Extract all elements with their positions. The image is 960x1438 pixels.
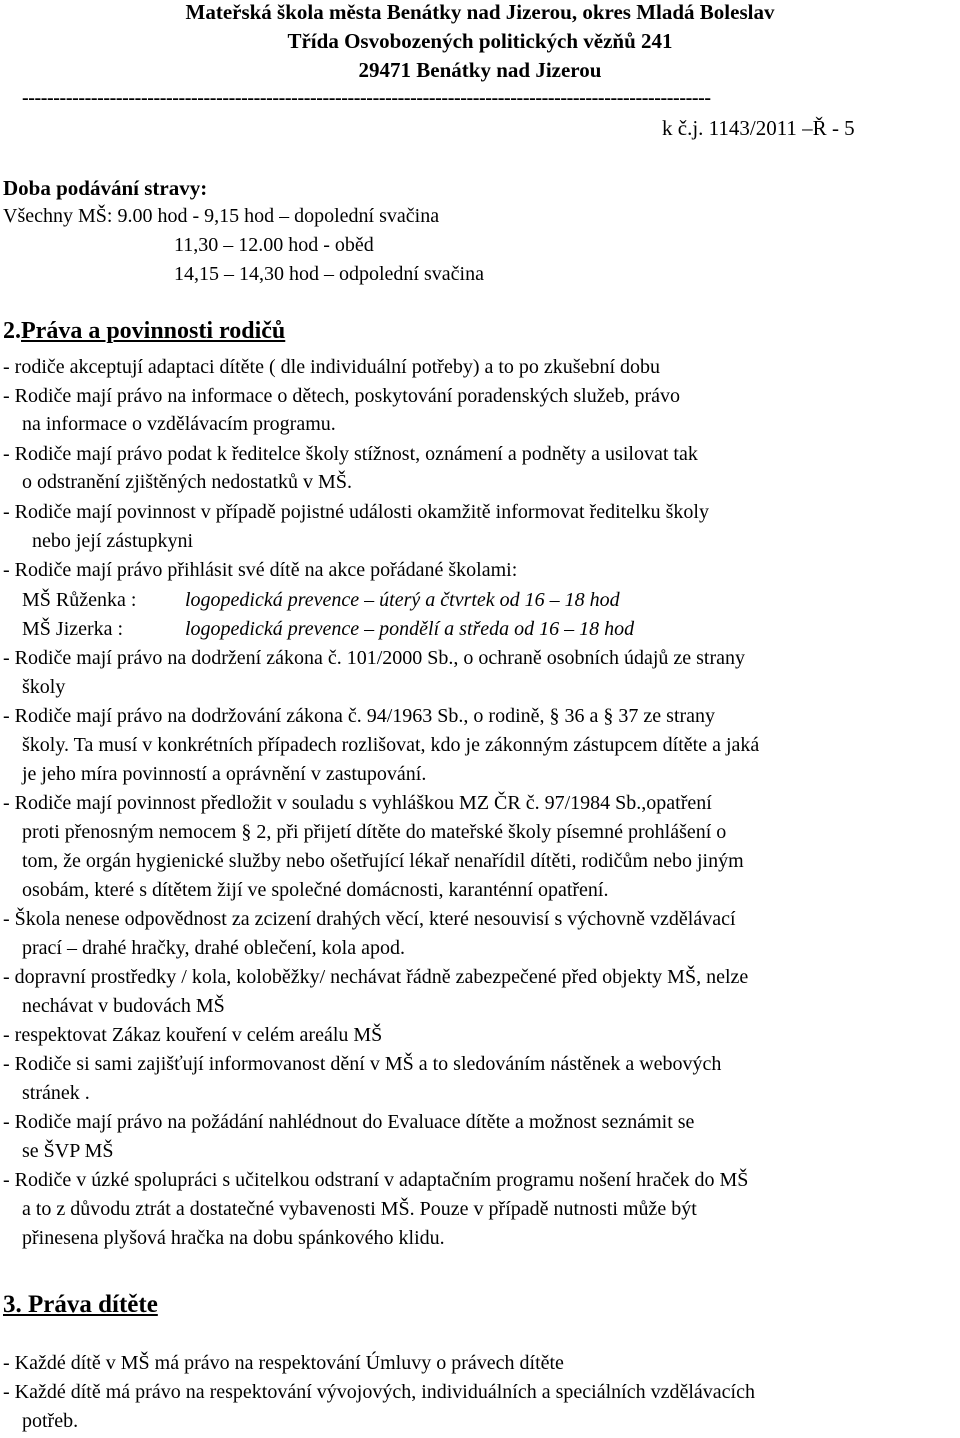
paragraph-line: školy. Ta musí v konkrétních případech rozlišovat, kdo je zákonným zástupcem dítěte a jaká [22,734,760,756]
paragraph-line: osobám, které s dítětem žijí ve společné domácnosti, karanténní opatření. [22,879,609,901]
reference-number: k č.j. 1143/2011 –Ř - 5 [662,116,855,140]
paragraph-line: proti přenosným nemocem § 2, při přijetí dítěte do mateřské školy písemné prohlášení o [22,821,727,843]
school-branch-name: MŠ Růženka : [22,589,137,611]
paragraph-line: - Každé dítě má právo na respektování vývojových, individuálních a speciálních vzdělávacích [3,1381,755,1403]
branch-schedule: logopedická prevence – pondělí a středa od 16 – 18 hod [185,618,635,640]
paragraph-line: potřeb. [22,1410,79,1432]
paragraph-line: prací – drahé hračky, drahé oblečení, kola apod. [22,937,405,959]
section-heading-parents: 2.Práva a povinnosti rodičů [3,318,286,344]
meal-times-row: 14,15 – 14,30 hod – odpolední svačina [174,263,484,285]
meal-times-heading: Doba podávání stravy: [3,176,208,200]
meal-times-row: Všechny MŠ: 9.00 hod - 9,15 hod – dopolední svačina [3,205,440,227]
paragraph-line: - Rodiče mají povinnost předložit v souladu s vyhláškou MZ ČR č. 97/1984 Sb.,opatření [3,792,712,814]
paragraph-line: - Rodiče mají právo na informace o dětech, poskytování poradenských služeb, právo [3,385,681,407]
paragraph-line: - Každé dítě v MŠ má právo na respektování Úmluvy o právech dítěte [3,1352,564,1374]
paragraph-line: - dopravní prostředky / kola, koloběžky/ nechávat řádně zabezpečené před objekty MŠ, nelze [3,966,749,988]
paragraph-line: - Rodiče mají právo na dodržování zákona č. 94/1963 Sb., o rodině, § 36 a § 37 ze strany [3,705,716,727]
paragraph-line: přinesena plyšová hračka na dobu spánkového klidu. [22,1227,445,1249]
paragraph-line: a to z důvodu ztrát a dostatečné vybavenosti MŠ. Pouze v případě nutnosti může být [22,1198,697,1220]
paragraph-line: - respektovat Zákaz kouření v celém areálu MŠ [3,1024,383,1046]
branch-schedule: logopedická prevence – úterý a čtvrtek od 16 – 18 hod [185,589,620,611]
school-street: Třída Osvobozených politických vězňů 241 [287,29,673,53]
school-branch-name: MŠ Jizerka : [22,618,124,640]
paragraph-line: na informace o vzdělávacím programu. [22,413,336,435]
paragraph-line: nechávat v budovách MŠ [22,995,225,1017]
paragraph-line: se ŠVP MŠ [22,1140,114,1162]
paragraph-line: o odstranění zjištěných nedostatků v MŠ. [22,471,352,493]
paragraph-line: - Rodiče mají právo podat k ředitelce školy stížnost, oznámení a podněty a usilovat tak [3,443,698,465]
paragraph-line: je jeho míra povinností a oprávnění v zastupování. [22,763,427,785]
section-heading-child-rights: 3. Práva dítěte [3,1291,158,1318]
section-heading-text: Práva a povinnosti rodičů [21,318,286,344]
paragraph-line: - rodiče akceptují adaptaci dítěte ( dle individuální potřeby) a to po zkušební dobu [3,356,661,378]
school-name: Mateřská škola města Benátky nad Jizerou, okres Mladá Boleslav [185,0,775,24]
paragraph-line: - Škola nenese odpovědnost za zcizení drahých věcí, které nesouvisí s výchovně vzdělávací [3,908,736,930]
header-separator: -------------------------------------------------------------------------------------------------------------- [22,88,711,108]
paragraph-line: školy [22,676,66,698]
school-city: 29471 Benátky nad Jizerou [358,58,602,82]
paragraph-line: stránek . [22,1082,90,1104]
paragraph-line: - Rodiče mají povinnost v případě pojistné události okamžitě informovat ředitelku školy [3,501,709,523]
paragraph-line: - Rodiče mají právo přihlásit své dítě na akce pořádané školami: [3,559,518,581]
paragraph-line: - Rodiče mají právo na požádání nahlédnout do Evaluace dítěte a možnost seznámit se [3,1111,695,1133]
paragraph-line: - Rodiče si sami zajišťují informovanost dění v MŠ a to sledováním nástěnek a webových [3,1053,722,1075]
paragraph-line: - Rodiče mají právo na dodržení zákona č. 101/2000 Sb., o ochraně osobních údajů ze strany [3,647,746,669]
paragraph-line: tom, že orgán hygienické služby nebo ošetřující lékař nenařídil dítěti, rodičům nebo jiným [22,850,744,872]
paragraph-line: - Rodiče v úzké spolupráci s učitelkou odstraní v adaptačním programu nošení hraček do MŠ [3,1169,749,1191]
paragraph-line: nebo její zástupkyni [32,530,194,552]
meal-times-row: 11,30 – 12.00 hod - oběd [174,234,374,256]
